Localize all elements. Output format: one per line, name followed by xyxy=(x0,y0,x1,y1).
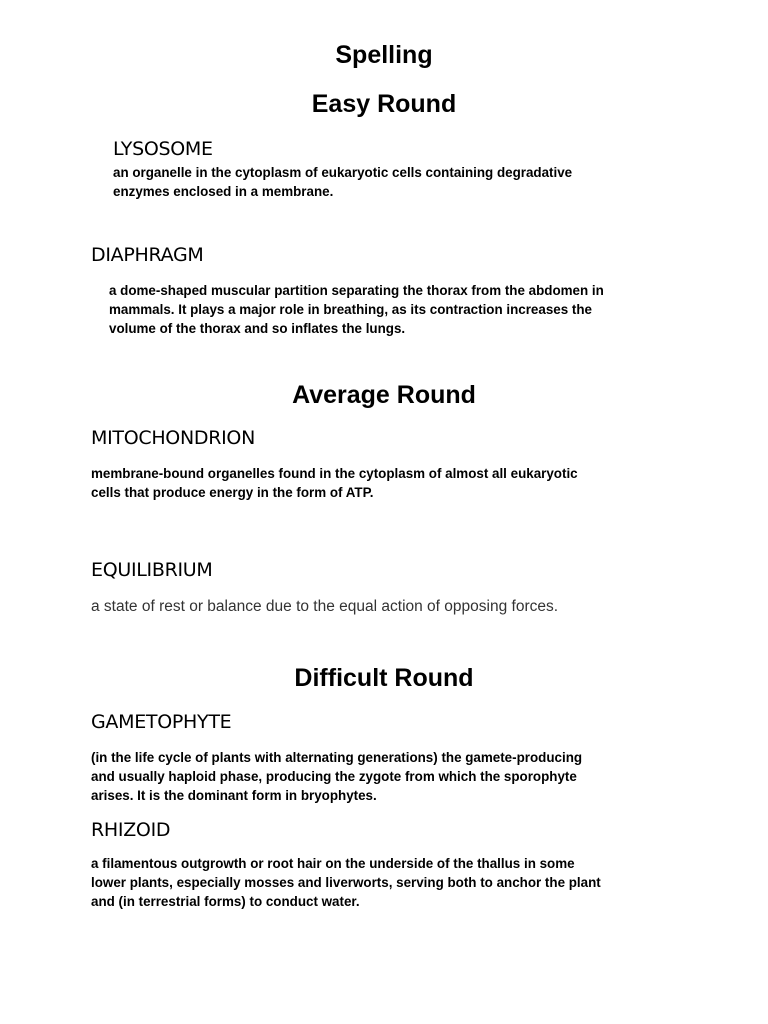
term-diaphragm: DIAPHRAGM xyxy=(91,244,204,266)
term-equilibrium: EQUILIBRIUM xyxy=(91,559,213,581)
definition-gametophyte xyxy=(91,748,582,805)
definition-equilibrium xyxy=(91,597,558,617)
definition-line: and usually haploid phase, producing the zygote from which the sporophyte xyxy=(91,769,577,784)
page-title: Spelling xyxy=(335,41,433,69)
round-heading-average: Average Round xyxy=(292,381,476,409)
definition-lysosome xyxy=(113,163,572,201)
definition-line: a filamentous outgrowth or root hair on the underside of the thallus in some xyxy=(91,856,575,871)
definition-line: enzymes enclosed in a membrane. xyxy=(113,184,334,199)
definition-line: a state of rest or balance due to the equal action of opposing forces. xyxy=(91,598,559,615)
definition-line: lower plants, especially mosses and liverworts, serving both to anchor the plant xyxy=(91,875,601,890)
definition-mitochondrion xyxy=(91,464,578,502)
definition-line: and (in terrestrial forms) to conduct water. xyxy=(91,894,360,909)
definition-line: volume of the thorax and so inflates the lungs. xyxy=(109,321,406,336)
term-gametophyte: GAMETOPHYTE xyxy=(91,711,232,733)
definition-line: membrane-bound organelles found in the cytoplasm of almost all eukaryotic xyxy=(91,466,578,481)
definition-rhizoid xyxy=(91,854,601,911)
term-lysosome: LYSOSOME xyxy=(113,138,213,160)
definition-diaphragm xyxy=(109,281,604,338)
term-mitochondrion: MITOCHONDRION xyxy=(91,427,255,449)
round-heading-difficult: Difficult Round xyxy=(294,664,474,692)
definition-line: arises. It is the dominant form in bryophytes. xyxy=(91,788,377,803)
definition-line: an organelle in the cytoplasm of eukaryotic cells containing degradative xyxy=(113,165,573,180)
definition-line: cells that produce energy in the form of ATP. xyxy=(91,485,374,500)
definition-line: (in the life cycle of plants with alternating generations) the gamete-producing xyxy=(91,750,583,765)
definition-line: mammals. It plays a major role in breathing, as its contraction increases the xyxy=(109,302,592,317)
round-heading-easy: Easy Round xyxy=(311,90,457,118)
term-rhizoid: RHIZOID xyxy=(91,819,171,841)
definition-line: a dome-shaped muscular partition separating the thorax from the abdomen in xyxy=(109,283,604,298)
